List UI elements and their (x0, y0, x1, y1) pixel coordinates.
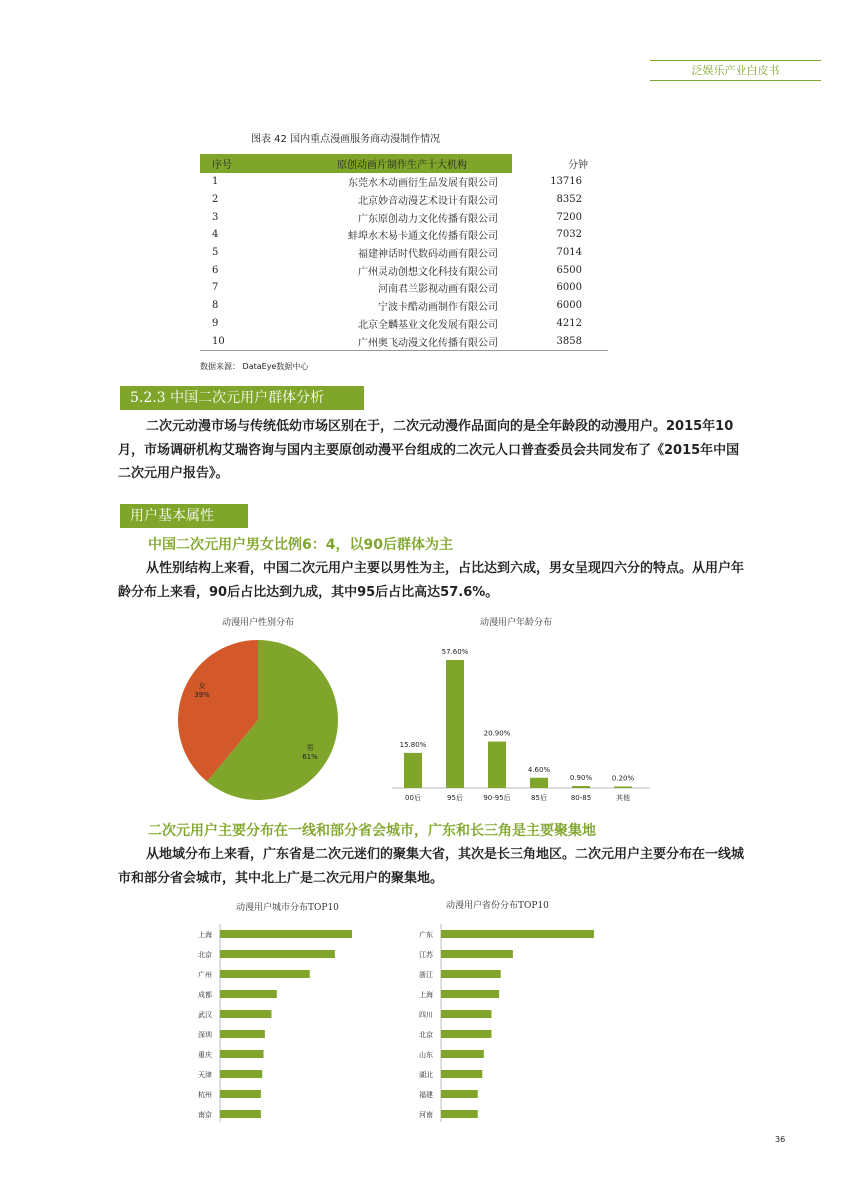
row-index: 7 (212, 282, 219, 294)
hbar-category-label: 四川 (419, 1011, 433, 1019)
city-bar-chart (180, 922, 380, 1122)
row-index: 2 (212, 194, 219, 206)
hbar-category-label: 福建 (419, 1091, 433, 1099)
gender-chart-title: 动漫用户性别分布 (222, 618, 295, 628)
hbar-category-label: 上海 (198, 931, 212, 939)
row-studio: 河南君兰影视动画有限公司 (378, 284, 498, 296)
row-minutes: 7032 (556, 229, 582, 241)
age-value-label: 20.90% (483, 729, 511, 738)
hbar (441, 950, 513, 958)
subsection-title: 用户基本属性 (120, 504, 248, 528)
province-chart-title: 动漫用户省份分布TOP10 (446, 901, 549, 911)
row-minutes: 6000 (556, 282, 582, 294)
hbar (220, 1070, 262, 1078)
gender-pie-chart (170, 630, 360, 810)
hbar (441, 1070, 482, 1078)
table-header-row (200, 154, 608, 173)
row-minutes: 7014 (556, 247, 582, 259)
pie-label: 男 (306, 744, 314, 752)
row-minutes: 8352 (556, 194, 582, 206)
row-index: 1 (212, 176, 219, 188)
hbar-category-label: 江苏 (419, 951, 433, 959)
hbar (220, 1090, 261, 1098)
row-studio: 广东原创动力文化传播有限公司 (358, 213, 498, 225)
row-index: 8 (212, 300, 219, 312)
hbar-category-label: 河南 (419, 1111, 433, 1119)
hbar-category-label: 天津 (198, 1071, 212, 1079)
hbar-category-label: 北京 (419, 1031, 433, 1039)
section-title: 5.2.3 中国二次元用户群体分析 (120, 386, 364, 410)
table-row (200, 191, 608, 209)
gender-age-heading: 中国二次元用户男女比例6：4，以90后群体为主 (148, 537, 453, 553)
table-row (200, 226, 608, 244)
row-minutes: 3858 (512, 332, 608, 350)
gender-age-paragraph: 从性别结构上来看，中国二次元用户主要以男性为主，占比达到六成，男女呈现四六分的特点。从用户年龄分布上来看，90后占比达到九成，其中95后占比高达57.6%。 (118, 561, 745, 600)
row-minutes: 7200 (556, 211, 582, 223)
table-row (200, 315, 608, 333)
table-row (200, 173, 608, 191)
table-row (200, 208, 608, 226)
row-index: 10 (200, 332, 292, 350)
region-paragraph: 从地域分布上来看，广东省是二次元迷们的聚集大省，其次是长三角地区。二次元用户主要分布在一线城市和部分省会城市，其中北上广是二次元用户的聚集地。 (118, 847, 745, 886)
row-studio: 北京全麟基业文化发展有限公司 (358, 319, 498, 331)
row-index: 4 (212, 229, 219, 241)
header-index: 序号 (200, 154, 292, 173)
region-heading: 二次元用户主要分布在一线和部分省会城市，广东和长三角是主要聚集地 (148, 823, 596, 839)
row-index: 3 (212, 211, 219, 223)
age-category-label: 其他 (616, 794, 630, 802)
age-bar (488, 742, 506, 788)
hbar-category-label: 重庆 (198, 1051, 212, 1059)
hbar (441, 990, 499, 998)
row-minutes: 4212 (556, 317, 582, 329)
city-chart-title: 动漫用户城市分布TOP10 (236, 903, 339, 913)
age-value-label: 0.20% (611, 774, 635, 783)
studio-table (200, 154, 608, 351)
age-bar (404, 753, 422, 788)
hbar (220, 990, 277, 998)
table-row (200, 261, 608, 279)
hbar (220, 1010, 271, 1018)
age-value-label: 57.60% (441, 648, 469, 656)
age-value-label: 15.80% (399, 740, 427, 749)
intro-paragraph: 二次元动漫市场与传统低幼市场区别在于，二次元动漫作品面向的是全年龄段的动漫用户。2015年10月，市场调研机构艾瑞咨询与国内主要原创动漫平台组成的二次元人口普查委员会共同发布了《2015年中国二次元用户报告》。 (118, 419, 740, 481)
hbar-category-label: 浙江 (419, 971, 433, 979)
hbar (220, 1030, 265, 1038)
age-value-label: 4.60% (527, 765, 551, 774)
header-title: 泛娱乐产业白皮书 (650, 60, 821, 81)
row-index: 9 (212, 317, 219, 329)
row-studio: 福建神话时代数码动画有限公司 (358, 249, 498, 261)
age-category-label: 00后 (405, 794, 421, 802)
hbar (441, 970, 501, 978)
row-minutes: 6500 (556, 264, 582, 276)
hbar (220, 1110, 261, 1118)
table-row (200, 332, 608, 350)
age-bar (446, 660, 464, 788)
row-studio: 宁波卡酷动画制作有限公司 (378, 302, 498, 314)
row-studio: 东莞水木动画衍生品发展有限公司 (348, 178, 498, 190)
age-category-label: 90-95后 (483, 794, 511, 802)
data-source: 数据来源： DataEye数据中心 (200, 362, 309, 371)
age-bar (530, 778, 548, 788)
age-bar (572, 786, 590, 788)
row-minutes: 6000 (556, 300, 582, 312)
hbar-category-label: 杭州 (198, 1091, 212, 1099)
row-studio: 蚌埠水木易卡通文化传播有限公司 (348, 231, 498, 243)
hbar-category-label: 成都 (198, 991, 212, 999)
age-bar-chart (390, 640, 660, 810)
header-minutes: 分钟 (512, 154, 608, 173)
table-row (200, 297, 608, 315)
pie-label: 女 (198, 682, 206, 690)
row-minutes: 13716 (550, 176, 582, 188)
table-row (200, 244, 608, 262)
hbar (220, 930, 352, 938)
hbar-category-label: 上海 (419, 991, 433, 999)
pie-value-label: 61% (302, 753, 318, 761)
hbar (220, 970, 310, 978)
hbar-category-label: 深圳 (198, 1031, 212, 1039)
hbar (441, 1050, 484, 1058)
age-category-label: 95后 (447, 794, 463, 802)
row-studio: 广州奥飞动漫文化传播有限公司 (292, 332, 512, 350)
hbar-category-label: 武汉 (198, 1011, 212, 1019)
hbar (220, 950, 335, 958)
table-row (200, 279, 608, 297)
row-studio: 广州灵动创想文化科技有限公司 (358, 266, 498, 278)
row-index: 6 (212, 264, 219, 276)
header-studio: 原创动画片制作生产十大机构 (292, 154, 512, 173)
row-index: 5 (212, 247, 219, 259)
hbar (441, 1030, 491, 1038)
hbar-category-label: 山东 (419, 1051, 433, 1059)
row-studio: 北京妙音动漫艺术设计有限公司 (358, 196, 498, 208)
hbar (220, 1050, 264, 1058)
hbar (441, 1010, 491, 1018)
hbar-category-label: 广东 (419, 931, 433, 939)
age-value-label: 0.90% (569, 774, 593, 782)
hbar-category-label: 广州 (198, 971, 212, 979)
hbar-category-label: 南京 (198, 1111, 212, 1119)
page-number: 36 (775, 1135, 786, 1144)
table-caption: 图表 42 国内重点漫画服务商动漫制作情况 (251, 134, 441, 145)
hbar (441, 1110, 478, 1118)
age-chart-title: 动漫用户年龄分布 (480, 618, 553, 628)
hbar (441, 930, 594, 938)
hbar (441, 1090, 478, 1098)
hbar-category-label: 湖北 (419, 1071, 433, 1079)
age-bar (614, 787, 632, 789)
age-category-label: 80-85 (570, 794, 592, 802)
age-category-label: 85后 (531, 794, 547, 802)
hbar-category-label: 北京 (198, 951, 212, 959)
province-bar-chart (400, 922, 620, 1122)
pie-value-label: 39% (194, 691, 210, 699)
